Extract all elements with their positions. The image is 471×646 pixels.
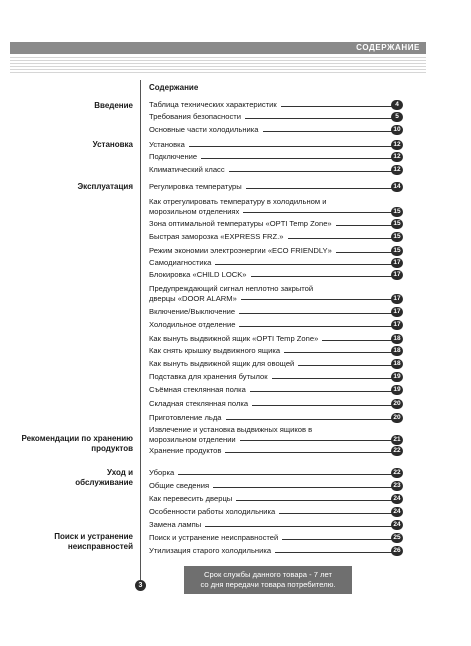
toc-entry[interactable]	[149, 359, 403, 369]
toc-entry-title: Как вынуть выдвижной ящик для овощей	[149, 359, 295, 368]
toc-entry[interactable]	[149, 258, 403, 268]
note-line: Срок службы данного товара - 7 лет	[204, 570, 332, 579]
leader-line	[240, 440, 399, 441]
page-badge[interactable]: 24	[391, 507, 403, 517]
toc-entry-title: Как перевесить дверцы	[149, 494, 233, 503]
leader-line	[275, 552, 399, 553]
page-badge[interactable]: 25	[391, 533, 403, 543]
leader-line	[226, 419, 399, 420]
section-label: Введение	[94, 101, 133, 110]
leader-line	[241, 299, 399, 300]
toc-entry-title: Требования безопасности	[149, 112, 241, 121]
leader-line	[272, 378, 399, 379]
toc-entry-title: Таблица технических характеристик	[149, 100, 277, 109]
leader-line	[263, 131, 400, 132]
toc-entry[interactable]	[149, 140, 403, 150]
page-badge[interactable]: 17	[391, 320, 403, 330]
page-badge[interactable]: 24	[391, 520, 403, 530]
toc-entry[interactable]	[149, 165, 403, 175]
toc-entry-title: Блокировка «CHILD LOCK»	[149, 270, 247, 279]
section-label: Уход и обслуживание	[75, 468, 133, 487]
toc-entry[interactable]	[149, 182, 403, 192]
leader-line	[236, 500, 399, 501]
page-badge[interactable]: 19	[391, 385, 403, 395]
toc-entry-title: Включение/Выключение	[149, 307, 236, 316]
toc-entry-title: Уборка	[149, 468, 175, 477]
toc-entry-title: Складная стеклянная полка	[149, 399, 249, 408]
toc-entry-title: Общие сведения	[149, 481, 210, 490]
toc-entry[interactable]	[149, 219, 403, 229]
toc-entry[interactable]	[149, 494, 403, 504]
page-badge[interactable]: 22	[391, 446, 403, 456]
leader-line	[336, 252, 399, 253]
toc-entry[interactable]	[149, 320, 403, 330]
page-badge[interactable]: 4	[391, 100, 403, 110]
leader-line	[281, 106, 399, 107]
page-badge[interactable]: 15	[391, 232, 403, 242]
toc-entry[interactable]	[149, 546, 403, 556]
toc-entry[interactable]	[149, 520, 403, 530]
toc-entry[interactable]	[149, 346, 403, 356]
page-badge[interactable]: 20	[391, 399, 403, 409]
section-label: Установка	[92, 140, 133, 149]
leader-line	[251, 276, 399, 277]
page-badge[interactable]: 15	[391, 246, 403, 256]
leader-line	[252, 405, 399, 406]
leader-line	[246, 188, 399, 189]
leader-line	[245, 118, 399, 119]
toc-entry[interactable]	[149, 533, 403, 543]
toc-entry-title: Особенности работы холодильника	[149, 507, 276, 516]
page-badge[interactable]: 19	[391, 372, 403, 382]
toc-entry-title: Замена лампы	[149, 520, 202, 529]
toc-entry[interactable]	[149, 468, 403, 478]
toc-entry-title: Установка	[149, 140, 185, 149]
leader-line	[201, 158, 399, 159]
page-badge[interactable]: 17	[391, 294, 403, 304]
leader-line	[213, 487, 399, 488]
page-badge[interactable]: 12	[391, 152, 403, 162]
toc-entry-title: Подключение	[149, 152, 198, 161]
toc-entry-title: Холодильное отделение	[149, 320, 236, 329]
toc-entry[interactable]	[149, 270, 403, 280]
page-badge[interactable]: 18	[391, 346, 403, 356]
page-badge[interactable]: 5	[391, 112, 403, 122]
page-badge[interactable]: 20	[391, 413, 403, 423]
toc-entry[interactable]	[149, 284, 403, 303]
leader-line	[243, 212, 399, 213]
page-badge[interactable]: 18	[391, 334, 403, 344]
toc-entry-title: Утилизация старого холодильника	[149, 546, 272, 555]
toc-entry-title: Предупреждающий сигнал неплотно закрытой	[149, 284, 314, 293]
toc-entry-title: морозильном отделении	[149, 434, 236, 444]
leader-line	[282, 539, 399, 540]
toc-entry[interactable]	[149, 307, 403, 317]
page-badge[interactable]: 10	[391, 125, 403, 135]
header-decoration-lines	[10, 57, 426, 73]
leader-line	[288, 238, 400, 239]
toc-entry[interactable]	[149, 413, 403, 423]
leader-line	[225, 452, 399, 453]
toc-entry-title: Извлечение и установка выдвижных ящиков в	[149, 425, 313, 434]
toc-entry[interactable]	[149, 425, 403, 444]
toc-entry[interactable]	[149, 125, 403, 135]
leader-line	[189, 146, 399, 147]
page-badge[interactable]: 14	[391, 182, 403, 192]
page-badge[interactable]: 23	[391, 481, 403, 491]
toc-entry[interactable]	[149, 232, 403, 242]
toc-entry[interactable]	[149, 112, 403, 122]
toc-entry-title: Быстрая заморозка «EXPRESS FRZ.»	[149, 232, 284, 241]
page-number: 3	[135, 580, 146, 591]
toc-heading: Содержание	[149, 83, 199, 92]
section-label: Рекомендации по хранению продуктов	[21, 434, 133, 453]
header-band	[10, 42, 426, 54]
leader-line	[298, 365, 399, 366]
service-life-note	[184, 566, 352, 594]
toc-entry-title: Как снять крышку выдвижного ящика	[149, 346, 281, 355]
toc-entry-title: Поиск и устранение неисправностей	[149, 533, 279, 542]
toc-entry-title: Хранение продуктов	[149, 446, 222, 455]
toc-entry[interactable]	[149, 399, 403, 409]
toc-entry-title: Подставка для хранения бутылок	[149, 372, 268, 381]
page-badge[interactable]: 12	[391, 140, 403, 150]
toc-entry[interactable]	[149, 385, 403, 395]
toc-entry[interactable]	[149, 334, 403, 344]
toc-entry[interactable]	[149, 446, 403, 456]
leader-line	[229, 171, 399, 172]
toc-entry-title: Режим экономии электроэнергии «ECO FRIENDLY»	[149, 246, 332, 255]
toc-entry[interactable]	[149, 100, 403, 110]
page-badge[interactable]: 17	[391, 258, 403, 268]
toc-entry-title: Как отрегулировать температуру в холодильном и	[149, 197, 327, 206]
toc-entry-title: Регулировка температуры	[149, 182, 242, 191]
toc-entry-title: Как вынуть выдвижной ящик «OPTI Temp Zone»	[149, 334, 319, 343]
leader-line	[322, 340, 399, 341]
toc-entry-title: Основные части холодильника	[149, 125, 259, 134]
toc-entry[interactable]	[149, 246, 403, 256]
toc-entry-title: Съёмная стеклянная полка	[149, 385, 246, 394]
page-badge[interactable]: 12	[391, 165, 403, 175]
toc-entry[interactable]	[149, 372, 403, 382]
toc-entry-title: Зона оптимальной температуры «OPTI Temp Zone»	[149, 219, 332, 228]
leader-line	[284, 352, 399, 353]
leader-line	[239, 326, 399, 327]
leader-line	[178, 474, 399, 475]
toc-entry[interactable]	[149, 152, 403, 162]
page-badge[interactable]: 17	[391, 270, 403, 280]
note-line: со дня передачи товара потребителю.	[200, 580, 336, 589]
leader-line	[336, 225, 399, 226]
toc-entry-title: Приготовление льда	[149, 413, 222, 422]
page-badge[interactable]: 21	[391, 435, 403, 445]
section-label: Поиск и устранение неисправностей	[54, 532, 133, 551]
toc-entry[interactable]	[149, 507, 403, 517]
toc-entry-title: Самодиагностика	[149, 258, 212, 267]
page-badge[interactable]: 22	[391, 468, 403, 478]
toc-entry[interactable]	[149, 197, 403, 216]
page-badge[interactable]: 26	[391, 546, 403, 556]
vertical-divider	[140, 80, 141, 590]
page-badge[interactable]: 24	[391, 494, 403, 504]
leader-line	[215, 264, 399, 265]
toc-entry-title: Климатический класс	[149, 165, 225, 174]
toc-entry[interactable]	[149, 481, 403, 491]
leader-line	[279, 513, 399, 514]
page-badge[interactable]: 18	[391, 359, 403, 369]
leader-line	[205, 526, 399, 527]
leader-line	[250, 391, 399, 392]
section-label: Эксплуатация	[77, 182, 133, 191]
page-badge[interactable]: 15	[391, 219, 403, 229]
toc-entry-title: морозильном отделениях	[149, 206, 240, 216]
page-badge[interactable]: 15	[391, 207, 403, 217]
page-title: СОДЕРЖАНИЕ	[356, 43, 420, 52]
toc-entry-title: дверцы «DOOR ALARM»	[149, 293, 237, 303]
page-badge[interactable]: 17	[391, 307, 403, 317]
leader-line	[239, 313, 399, 314]
